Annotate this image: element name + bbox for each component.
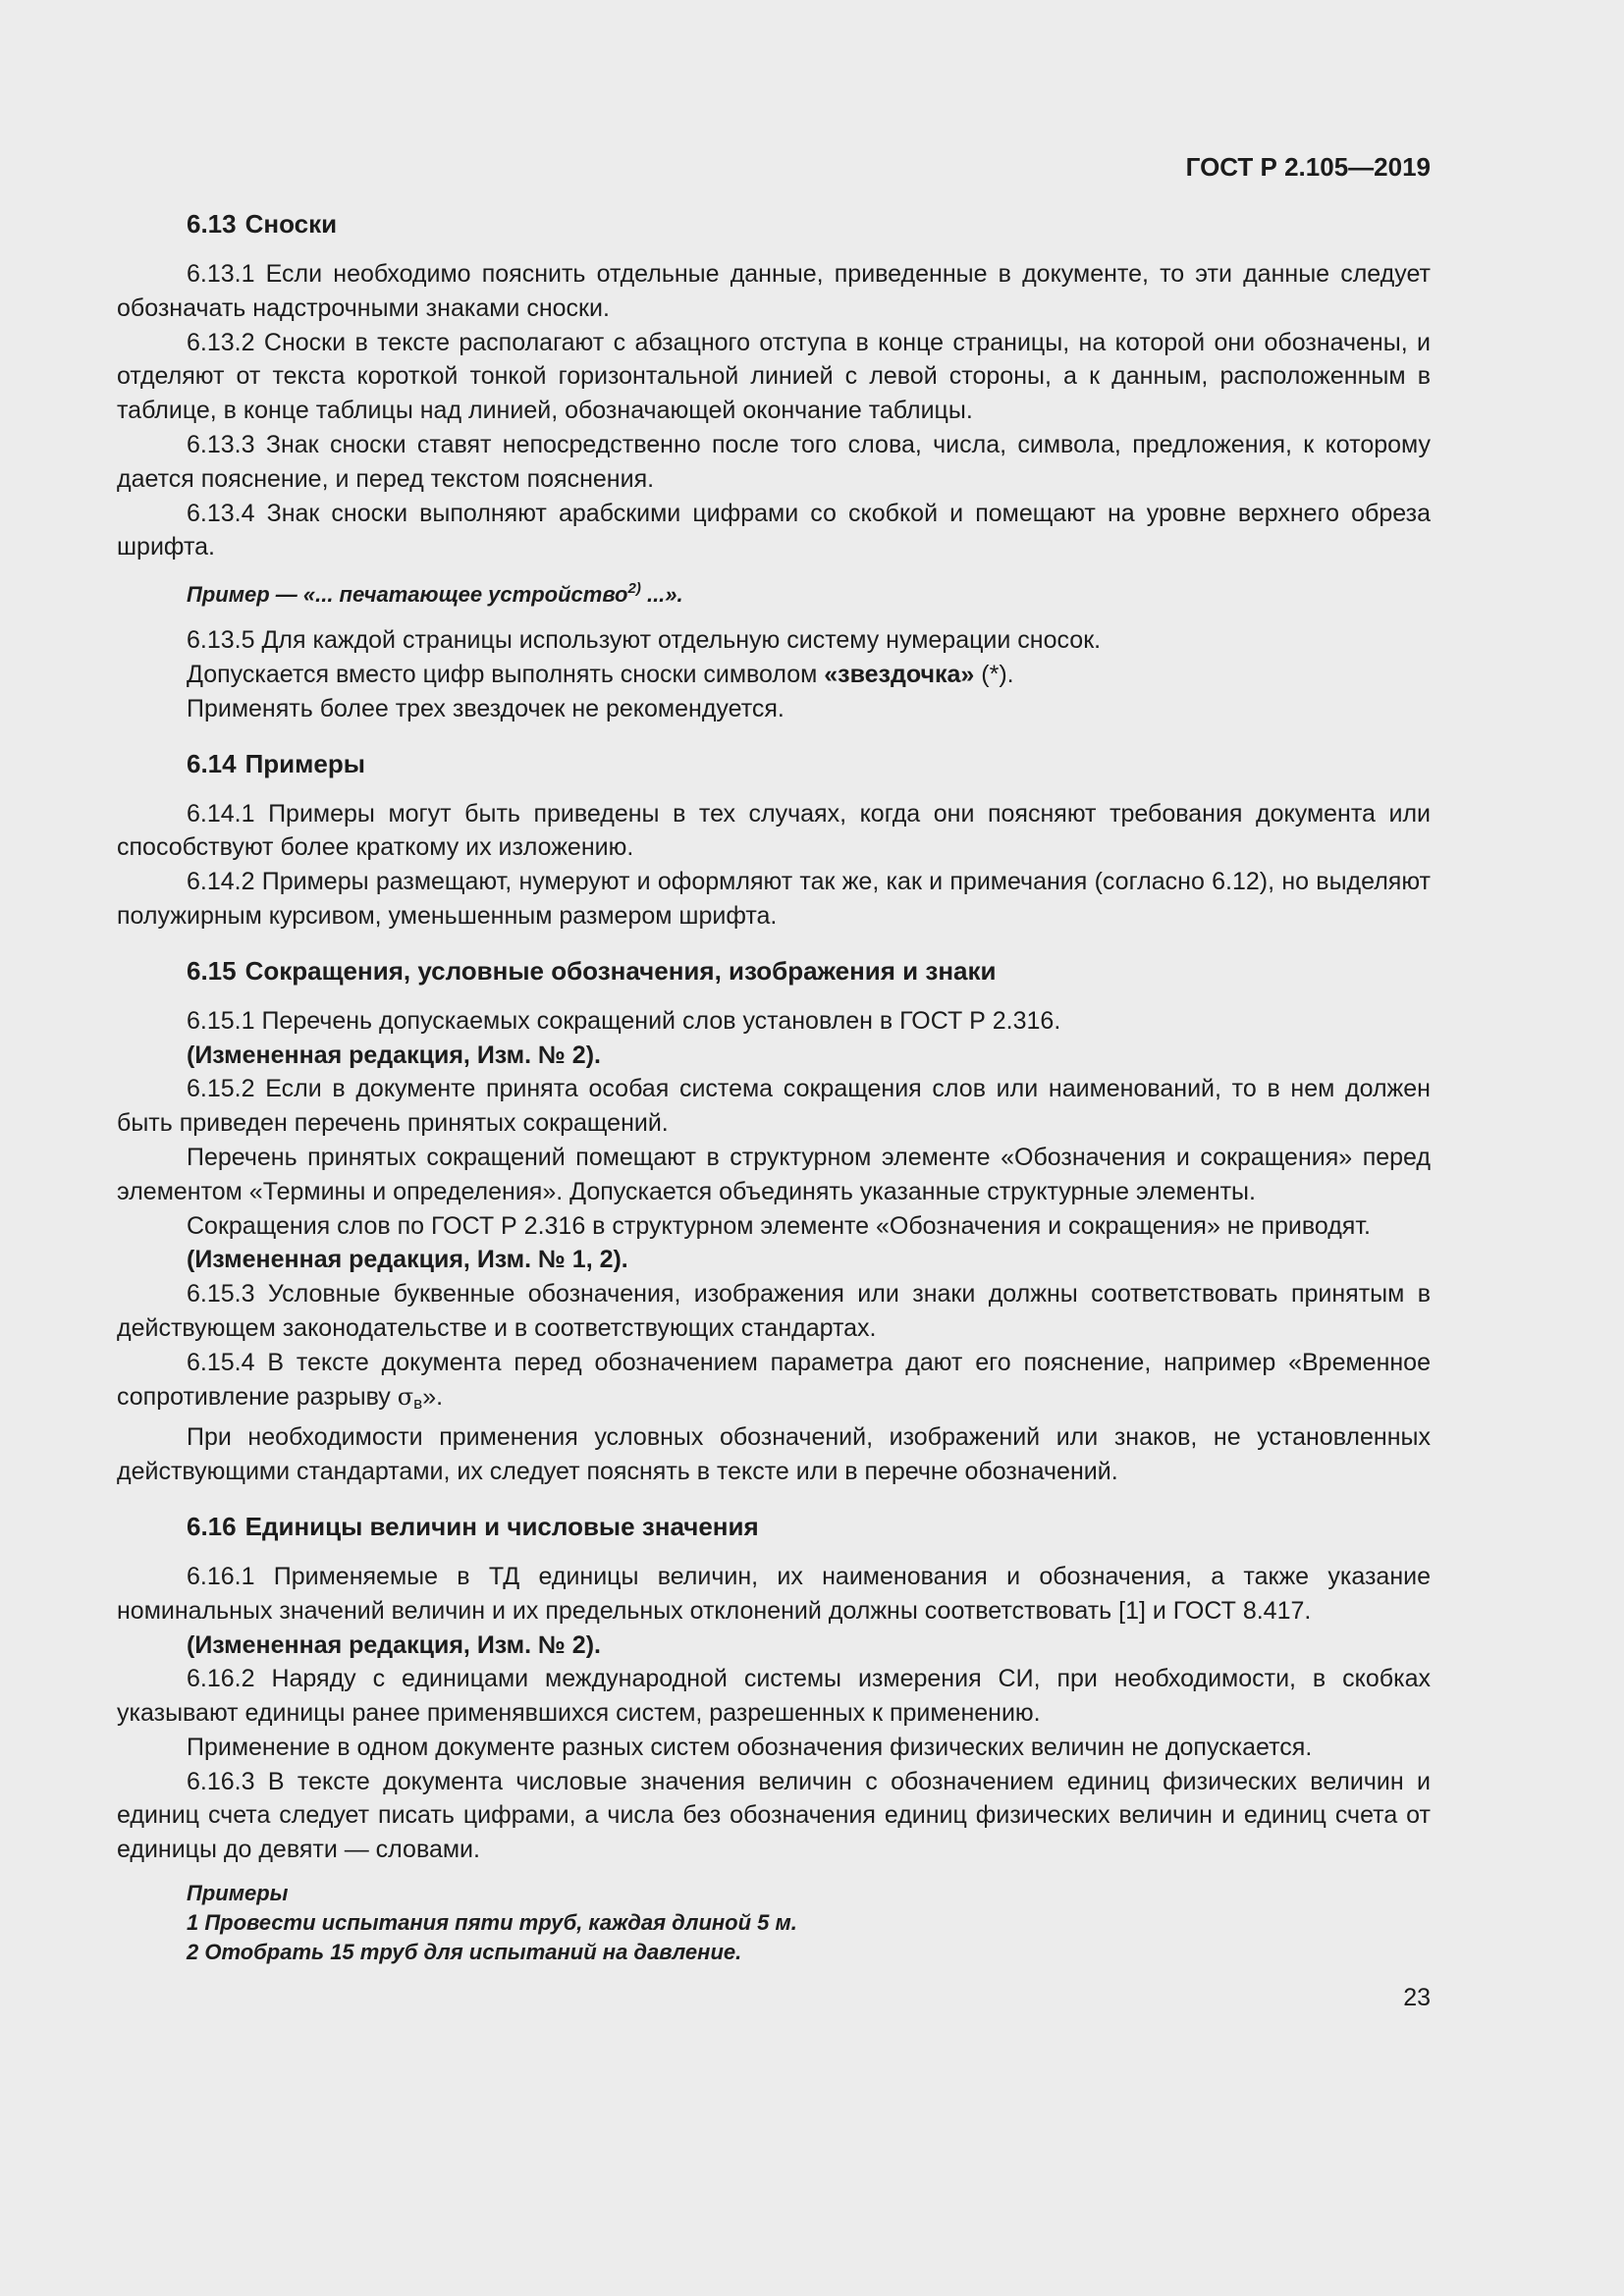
section-title: Примеры xyxy=(244,748,365,778)
paragraph-6-15-1: 6.15.1 Перечень допускаемых сокращений слов установлен в ГОСТ Р 2.316. xyxy=(187,1006,1061,1035)
paragraph-text: 6.15.4 В тексте документа перед обозначением параметра дают его пояснение, например «Временное сопротивление разрыву xyxy=(117,1348,1431,1411)
paragraph-6-13-3: 6.13.3 Знак сноски ставят непосредственно после того слова, числа, символа, предложения, к которому дается пояснение, и перед текстом пояснения. xyxy=(117,430,1431,493)
paragraph-units-systems: Применение в одном документе разных систем обозначения физических величин не допускается. xyxy=(187,1733,1313,1761)
document-code: ГОСТ Р 2.105—2019 xyxy=(1185,152,1431,182)
paragraph-6-13-1: 6.13.1 Если необходимо пояснить отдельные данные, приведенные в документе, то эти данные следует обозначать надстрочными знаками сноски. xyxy=(117,260,1431,322)
section-title: Сокращения, условные обозначения, изображения и знаки xyxy=(244,955,997,986)
section-number: 6.14 xyxy=(187,748,237,778)
bold-term: «звездочка» xyxy=(824,660,975,688)
section-heading-6-13 xyxy=(117,206,1431,241)
examples-title: Примеры xyxy=(187,1881,289,1906)
document-page xyxy=(117,147,1431,2014)
page-number: 23 xyxy=(1403,1984,1431,2012)
section-heading-6-14 xyxy=(117,746,1431,781)
example-text-end: ...». xyxy=(640,582,683,608)
amendment-note: (Измененная редакция, Изм. № 2). xyxy=(187,1041,601,1069)
paragraph-text-end: ». xyxy=(422,1382,444,1411)
paragraph-6-14-1: 6.14.1 Примеры могут быть приведены в тех случаях, когда они поясняют требования документа или способствуют более краткому их изложению. xyxy=(117,799,1431,862)
section-title: Сноски xyxy=(244,209,338,239)
footnote-mark: 2) xyxy=(627,580,641,598)
example-text: Пример — «... печатающее устройство xyxy=(187,582,628,608)
paragraph-6-15-2: 6.15.2 Если в документе принята особая система сокращения слов или наименований, то в нем должен быть приведен перечень принятых сокращений. xyxy=(117,1075,1431,1138)
paragraph-abbrev-gost: Сокращения слов по ГОСТ Р 2.316 в структурном элементе «Обозначения и сокращения» не приводят. xyxy=(187,1211,1371,1240)
example-footnote xyxy=(117,574,1431,610)
example-item: 1 Провести испытания пяти труб, каждая длиной 5 м. xyxy=(187,1910,797,1936)
paragraph-6-13-4: 6.13.4 Знак сноски выполняют арабскими цифрами со скобкой и помещают на уровне верхнего обреза шрифта. xyxy=(117,499,1431,561)
paragraph-6-16-1: 6.16.1 Применяемые в ТД единицы величин, их наименования и обозначения, а также указание номинальных значений величин и их предельных отклонений должны соответствовать [1] и ГОСТ 8.417. xyxy=(117,1562,1431,1625)
paragraph-asterisk xyxy=(117,658,1431,692)
paragraph-6-16-3: 6.16.3 В тексте документа числовые значения величин с обозначением единиц физических величин и единиц счета следует писать цифрами, а числа без обозначения единиц физических величин и единиц счета от единицы до девяти — словами. xyxy=(117,1767,1431,1864)
paragraph-6-15-3: 6.15.3 Условные буквенные обозначения, изображения или знаки должны соответствовать принятым в действующем законодательстве и в соответствующих стандартах. xyxy=(117,1280,1431,1342)
examples-block xyxy=(117,1879,1431,1967)
section-number: 6.16 xyxy=(187,1511,237,1541)
section-number: 6.13 xyxy=(187,209,237,239)
subscript: в xyxy=(413,1393,423,1413)
section-title: Единицы величин и числовые значения xyxy=(244,1511,759,1541)
section-heading-6-16 xyxy=(117,1509,1431,1544)
section-heading-6-15 xyxy=(117,953,1431,988)
paragraph-6-16-2: 6.16.2 Наряду с единицами международной системы измерения СИ, при необходимости, в скобках указывают единицы ранее применявшихся систем, разрешенных к применению. xyxy=(117,1665,1431,1728)
section-number: 6.15 xyxy=(187,955,237,986)
paragraph-6-15-4 xyxy=(117,1346,1431,1421)
paragraph-6-13-5: 6.13.5 Для каждой страницы используют отдельную систему нумерации сносок. xyxy=(187,626,1102,655)
example-item: 2 Отобрать 15 труб для испытаний на давление. xyxy=(187,1940,742,1965)
paragraph-6-13-2: 6.13.2 Сноски в тексте располагают с абзацного отступа в конце страницы, на которой они обозначены, и отделяют от текста короткой тонкой горизонтальной линией с левой стороны, а к данным, расположенным в таблице, в конце таблицы над линией, обозначающей окончание таблицы. xyxy=(117,328,1431,425)
paragraph-abbrev-list: Перечень принятых сокращений помещают в структурном элементе «Обозначения и сокращения» перед элементом «Термины и определения». Допускается объединять указанные структурные элементы. xyxy=(117,1143,1431,1205)
paragraph-nonstandard-symbols: При необходимости применения условных обозначений, изображений или знаков, не установленных действующими стандартами, их следует пояснять в тексте или в перечне обозначений. xyxy=(117,1423,1431,1486)
sigma-symbol: σ xyxy=(397,1382,414,1411)
paragraph-6-14-2: 6.14.2 Примеры размещают, нумеруют и оформляют так же, как и примечания (согласно 6.12), но выделяют полужирным курсивом, уменьшенным размером шрифта. xyxy=(117,868,1431,930)
paragraph-asterisk-limit: Применять более трех звездочек не рекомендуется. xyxy=(187,694,785,722)
amendment-note: (Измененная редакция, Изм. № 2). xyxy=(187,1630,601,1659)
paragraph-text: Допускается вместо цифр выполнять сноски символом xyxy=(187,660,825,688)
amendment-note: (Измененная редакция, Изм. № 1, 2). xyxy=(187,1246,628,1274)
paragraph-text-end: (*). xyxy=(974,660,1014,688)
